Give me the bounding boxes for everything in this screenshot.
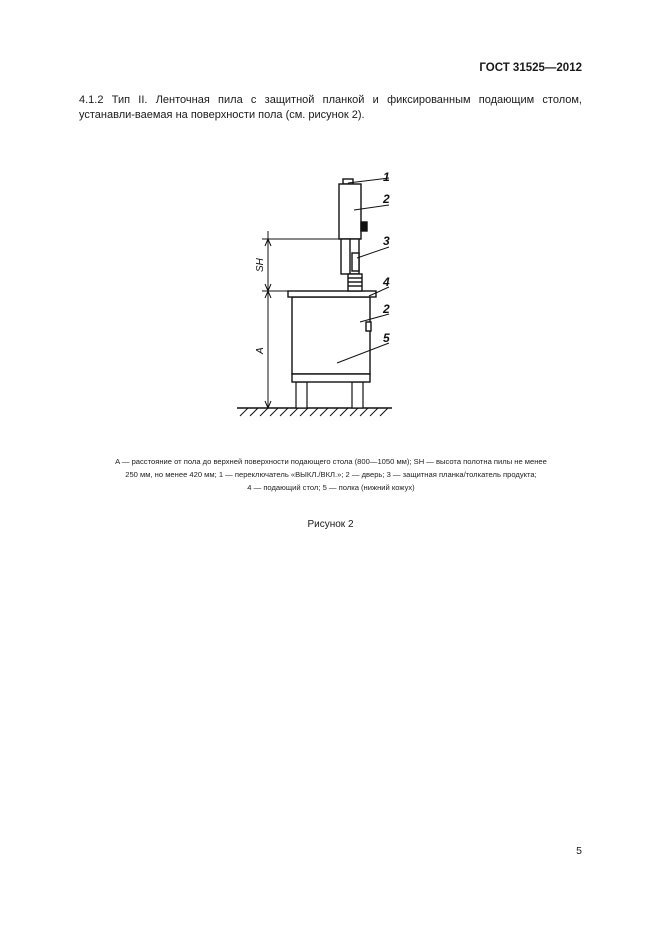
dimension-sh-label: SH (255, 258, 266, 272)
saw-column (339, 179, 367, 291)
caption-line: 4 — подающий стол; 5 — полка (нижний кожух) (247, 483, 415, 492)
floor-hatch (237, 408, 392, 416)
callout-2-lower: 2 (383, 302, 390, 316)
caption-line: A — расстояние от пола до верхней поверхности подающего стола (800—1050 мм); SH — высота полотна пилы не менее (115, 457, 547, 466)
page-number: 5 (576, 845, 582, 857)
callout-4: 4 (383, 275, 390, 289)
callout-1: 1 (383, 170, 390, 184)
table-legs (296, 382, 363, 408)
band-saw-figure (0, 0, 661, 440)
callout-5: 5 (383, 331, 390, 345)
callout-3: 3 (383, 234, 390, 248)
callout-labels (382, 170, 390, 345)
body-paragraph: 4.1.2 Тип II. Ленточная пила с защитной планкой и фиксированным подающим столом, устанавли-ваемая на поверхности пола (см. рисунок 2). (79, 94, 582, 121)
callout-2-upper: 2 (383, 192, 390, 206)
figure-title: Рисунок 2 (307, 519, 354, 530)
caption-line: 250 мм, но менее 420 мм; 1 — переключатель «ВЫКЛ./ВКЛ.»; 2 — дверь; 3 — защитная планка/толкатель продукта; (125, 470, 537, 479)
standard-code: ГОСТ 31525—2012 (479, 62, 582, 74)
dimension-a-label: A (255, 347, 266, 354)
lower-cabinet (292, 297, 371, 382)
figure-caption (60, 455, 602, 494)
feed-table (288, 291, 376, 297)
